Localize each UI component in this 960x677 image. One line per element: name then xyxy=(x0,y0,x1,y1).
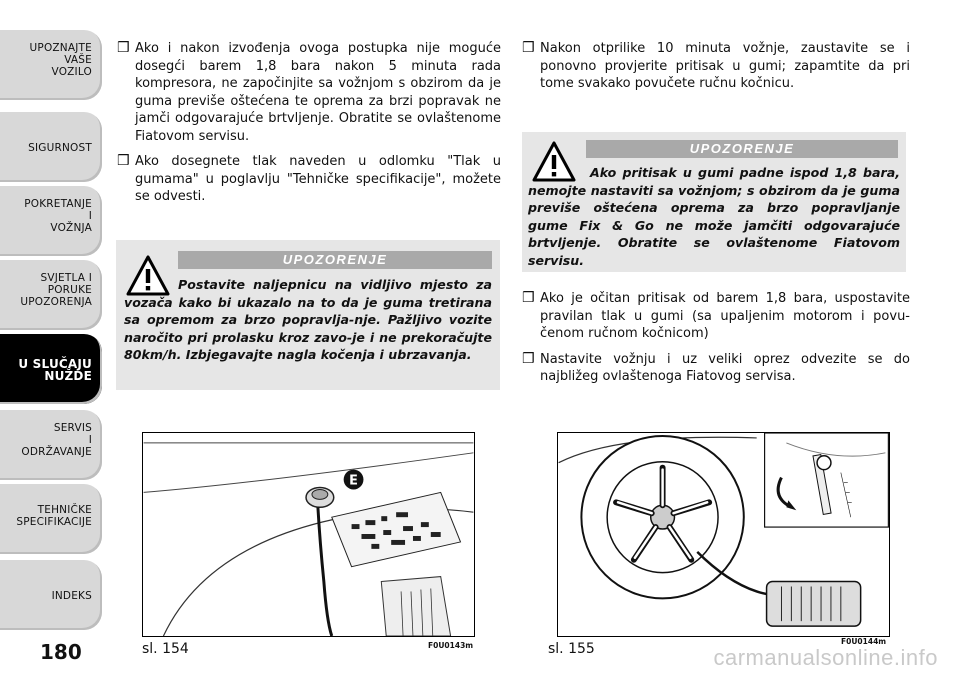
compressor-connection-illustration xyxy=(143,433,474,636)
figure-caption: sl. 154 xyxy=(142,641,189,657)
bullet-text: Ako je očitan pritisak od barem 1,8 bara, uspostavite pravilan tlak u gumi (sa upaljenim motorom i povu-čenom ručnom kočnicom) xyxy=(540,291,910,341)
warning-box-right xyxy=(522,132,906,272)
tab-tehnicke[interactable]: TEHNIČKE SPECIFIKACIJE xyxy=(0,484,102,554)
bullet-text: Nastavite vožnju i uz veliki oprez odvezite se do najbližeg ovlaštenoga Fiatovog servisa. xyxy=(540,351,910,384)
list-item xyxy=(522,40,910,93)
tab-svjetla[interactable]: SVJETLA I PORUKE UPOZORENJA xyxy=(0,260,102,330)
warning-title: UPOZORENJE xyxy=(586,140,898,158)
bullet-text: Ako i nakon izvođenja ovoga postupka nije moguće dosegći barem 1,8 bara nakon 5 minuta rada kompresora, ne započinjite sa vožnjom s obzirom da je guma previše oštećena te oprema za brzi popravak ne jamči odgovarajuće brtvljenje. Obratite se ovlaštenome Fiatovom servisu. xyxy=(135,41,501,144)
bullet-icon: ❒ xyxy=(522,290,535,306)
bullet-text: Nakon otprilike 10 minuta vožnje, zaustavite se i ponovno provjerite pritisak u gumi; zapamtite da pri tome svakako povučete ručnu kočnicu. xyxy=(540,41,910,91)
tab-pokretanje[interactable]: POKRETANJE I VOŽNJA xyxy=(0,186,102,256)
list-item xyxy=(117,40,501,145)
warning-text: Ako pritisak u gumi padne ispod 1,8 bara, nemojte nastaviti sa vožnjom; s obzirom da je guma previše oštećena oprema za brzo popravljanje gume Fix & Go ne može jamčiti odgovarajuće brtvljenje. Obratite se ovlaštenome Fiatovom servisu. xyxy=(528,165,900,268)
warning-title: UPOZORENJE xyxy=(178,251,492,269)
warning-text: Postavite naljepnicu na vidljivo mjesto za vozača kako bi ukazalo na to da je guma tretirana sa opremom za brzo popravlja-nje. Pažljivo vozite naročito pri prolasku kroz zavo-je i ne prekoračujte 80km/h. Izbjegavajte nagla kočenja i ubrzavanja. xyxy=(124,277,492,362)
callout-label: E xyxy=(349,473,358,489)
watermark: carmanualsonline.info xyxy=(713,645,938,670)
figure-154 xyxy=(142,432,475,637)
tyre-inflation-illustration xyxy=(558,433,889,636)
bullet-icon: ❒ xyxy=(117,153,130,169)
figure-caption: sl. 155 xyxy=(548,641,595,657)
figure-code: F0U0144m xyxy=(841,637,887,646)
tab-indeks[interactable]: INDEKS xyxy=(0,560,102,630)
right-column-top xyxy=(522,40,910,101)
page-number: 180 xyxy=(40,640,82,664)
bullet-icon: ❒ xyxy=(522,40,535,56)
figure-155 xyxy=(557,432,890,637)
list-item xyxy=(522,351,910,386)
right-column-bottom xyxy=(522,290,910,394)
list-item xyxy=(522,290,910,343)
tab-sigurnost[interactable]: SIGURNOST xyxy=(0,112,102,182)
warning-box-left xyxy=(116,240,500,390)
tab-u-slucaju-nuzde[interactable]: U SLUČAJU NUŽDE xyxy=(0,334,102,404)
list-item xyxy=(117,153,501,206)
left-column xyxy=(117,40,501,214)
tab-upoznajte[interactable]: UPOZNAJTE VAŠE VOZILO xyxy=(0,30,102,100)
bullet-icon: ❒ xyxy=(117,40,130,56)
bullet-icon: ❒ xyxy=(522,350,535,367)
bullet-text: Ako dosegnete tlak naveden u odlomku "Tlak u gumama" u poglavlju "Tehničke specifikacije", možete se odvesti. xyxy=(135,154,501,204)
figure-code: F0U0143m xyxy=(428,641,474,650)
tab-servis[interactable]: SERVIS I ODRŽAVANJE xyxy=(0,410,102,480)
